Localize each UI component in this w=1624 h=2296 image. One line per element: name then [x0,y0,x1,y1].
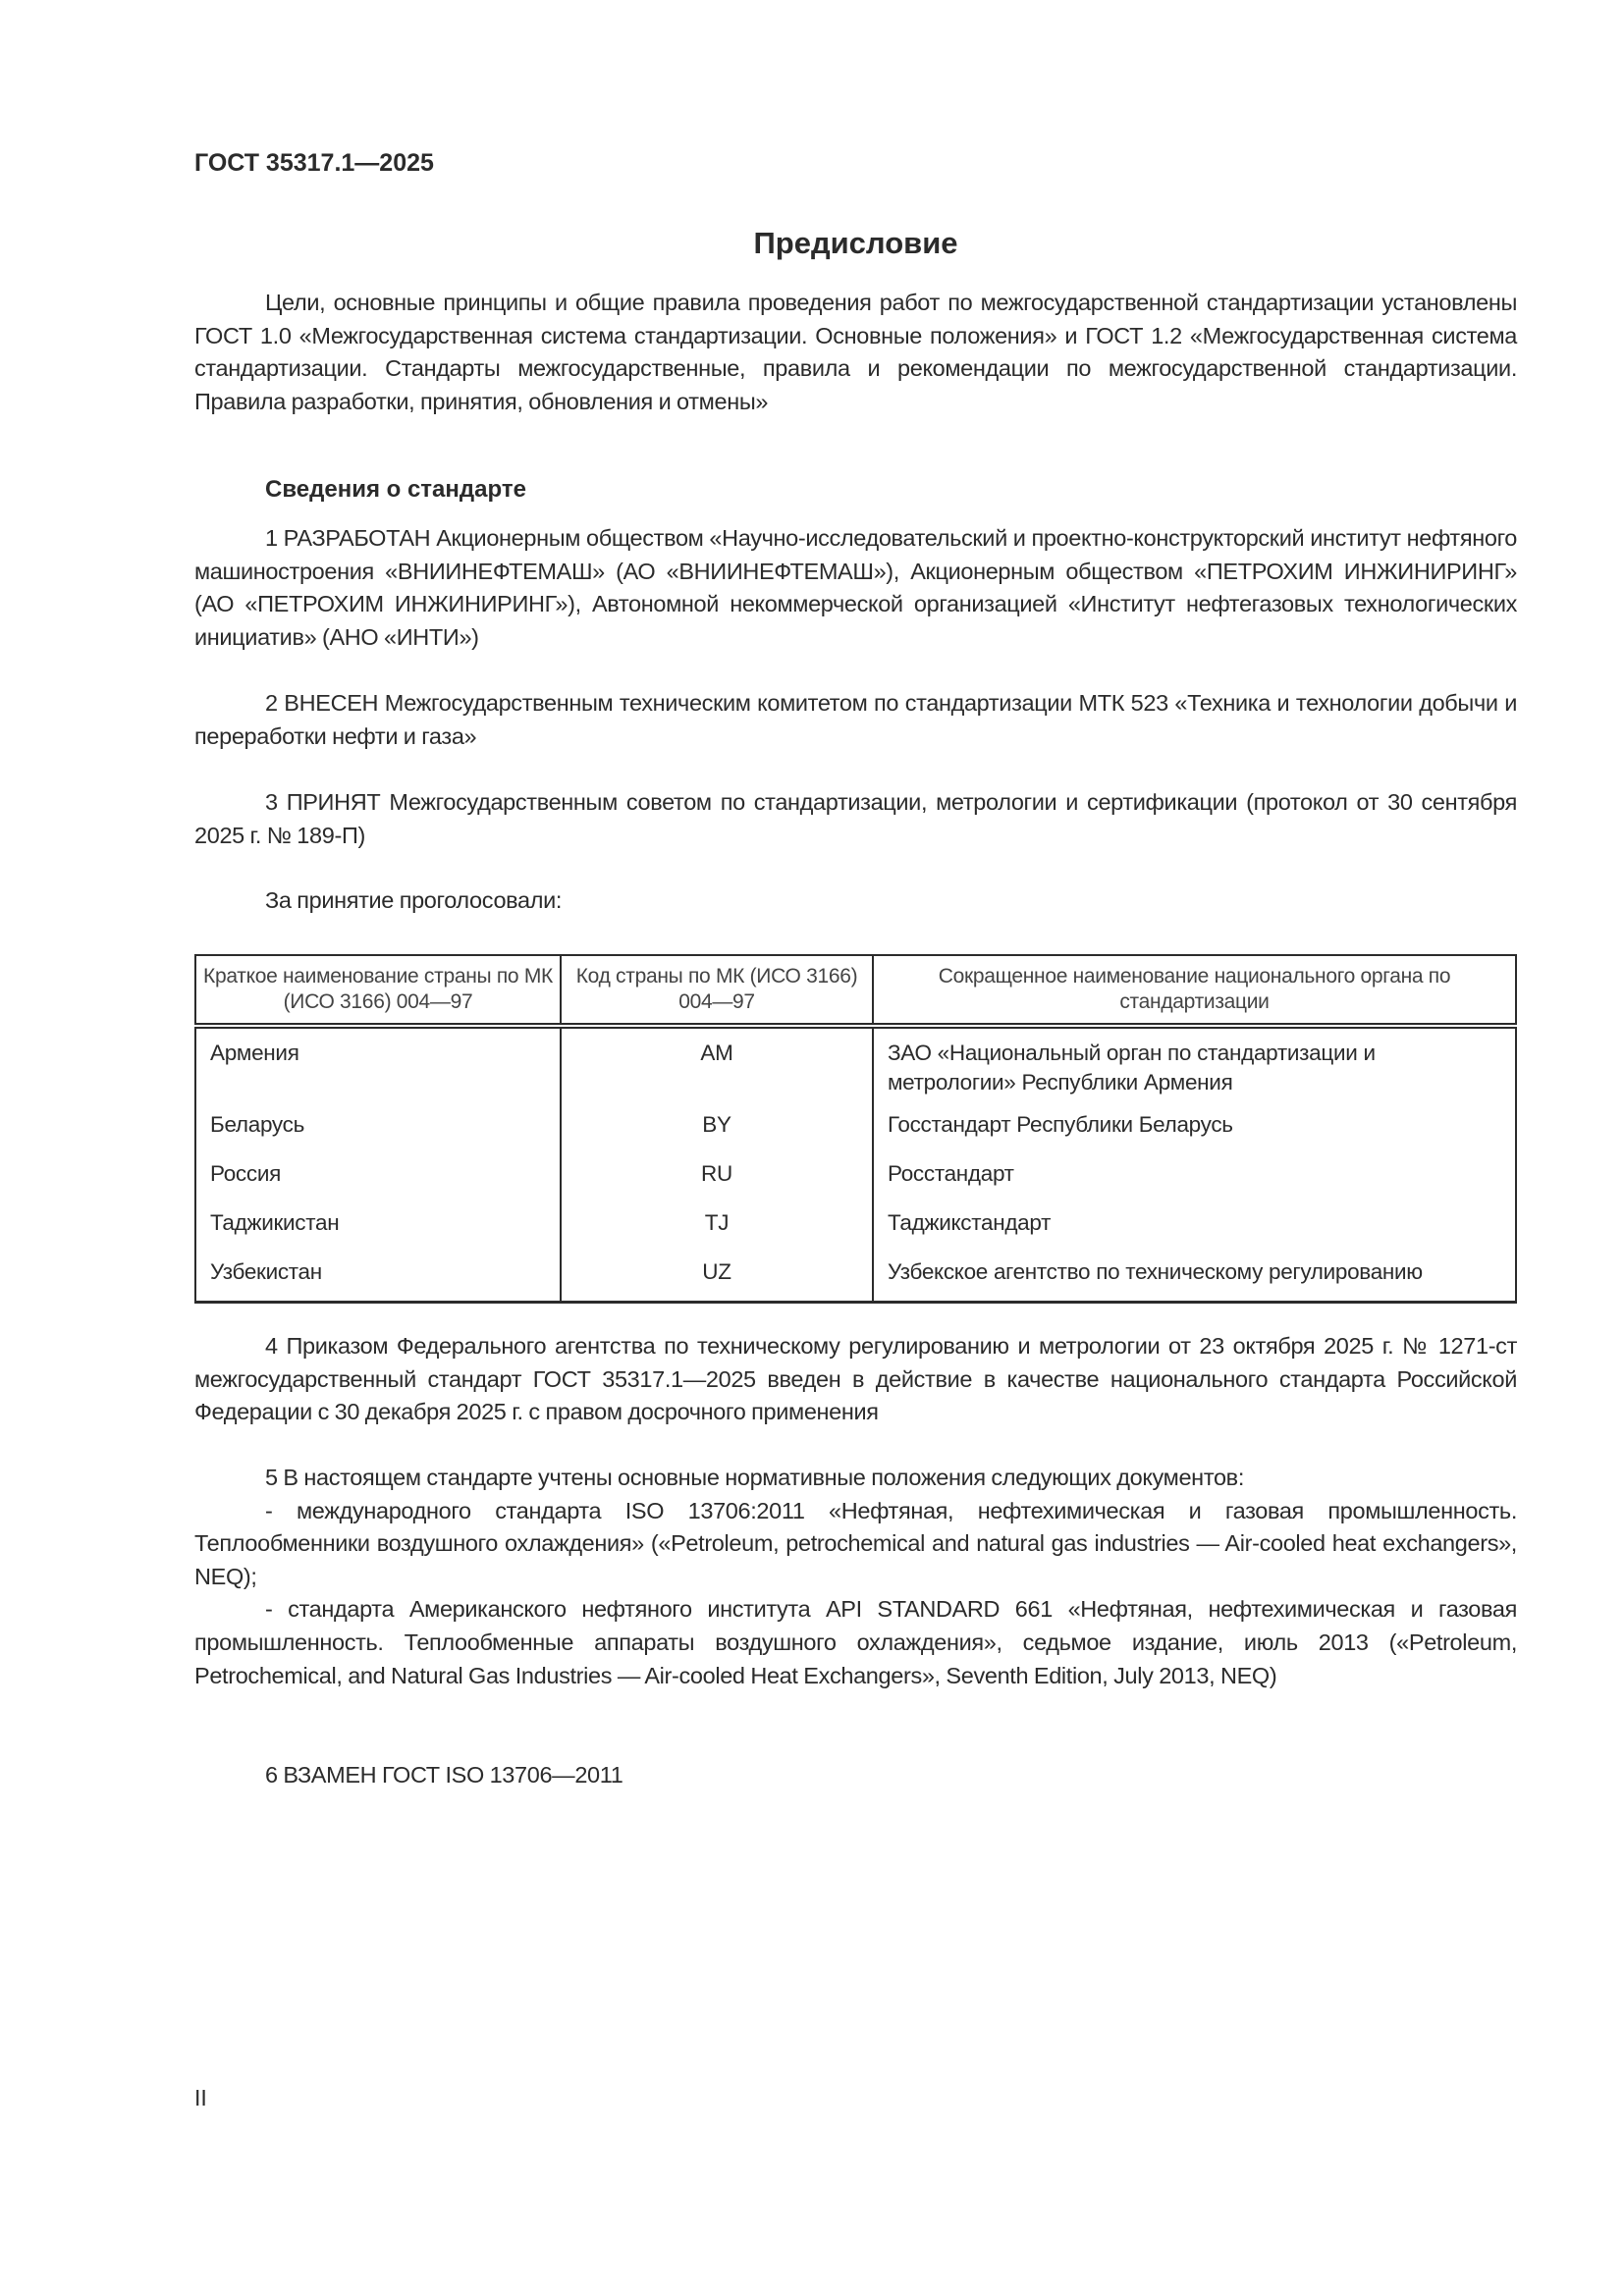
intro-paragraph [194,287,1517,418]
item-1 [194,522,1517,654]
table-row [195,1252,1516,1303]
page-title: Предисловие [753,226,958,260]
item-1-text: 1 РАЗРАБОТАН Акционерным обществом «Научно-исследовательский и проектно-конструкторский институт нефтяного машиностроения «ВНИИНЕФТЕМАШ» (АО «ВНИИНЕФТЕМАШ»), Акционерным обществом «ПЕТРОХИМ ИНЖИНИРИНГ» (АО «ПЕТРОХИМ ИНЖИНИРИНГ»), Автономной некоммерческой организацией «Институт нефтегазовых технологических инициатив» (АНО «ИНТИ») [194,525,1517,650]
country-name: Узбекистан [195,1252,561,1303]
country-code: UZ [561,1252,873,1303]
country-code: BY [561,1104,873,1153]
table-row [195,1026,1516,1104]
country-code: AM [561,1026,873,1104]
table-row [195,1153,1516,1202]
item-4 [194,1330,1517,1429]
standards-body: Госстандарт Республики Беларусь [873,1104,1516,1153]
country-name: Россия [195,1153,561,1202]
item-2-text: 2 ВНЕСЕН Межгосударственным техническим комитетом по стандартизации МТК 523 «Техника и технологии добычи и переработки нефти и газа» [194,690,1517,749]
intro-text: Цели, основные принципы и общие правила проведения работ по межгосударственной стандартизации установлены ГОСТ 1.0 «Межгосударственная система стандартизации. Основные положения» и ГОСТ 1.2 «Межгосударственная система стандартизации. Стандарты межгосударственные, правила и рекомендации по межгосударственной стандартизации. Правила разработки, принятия, обновления и отмены» [194,290,1517,414]
item-6 [194,1759,1517,1792]
item-5 [194,1462,1517,1692]
item-4-text: 4 Приказом Федерального агентства по техническому регулированию и метрологии от 23 октября 2025 г. № 1271-ст межгосударственный стандарт ГОСТ 35317.1—2025 введен в действие в качестве национального стандарта Российской Федерации с 30 декабря 2025 г. с правом досрочного применения [194,1333,1517,1425]
item-5a-text: - международного стандарта ISO 13706:2011 «Нефтяная, нефтехимическая и газовая промышленность. Теплообменники воздушного охлаждения» («Petroleum, petrochemical and natural gas industries — Air-cooled heat exchangers», NEQ); [194,1497,1517,1589]
item-3 [194,786,1517,852]
voted-label [194,884,1517,918]
voted-text: За принятие проголосовали: [265,887,563,913]
country-name: Беларусь [195,1104,561,1153]
column-header: Сокращенное наименование национального органа по стандартизации [873,955,1516,1026]
standards-body: Узбекское агентство по техническому регулированию [873,1252,1516,1303]
country-code: RU [561,1153,873,1202]
standards-body: Таджикстандарт [873,1202,1516,1252]
section-title: Сведения о стандарте [265,476,526,503]
item-2 [194,687,1517,753]
standards-body: Росстандарт [873,1153,1516,1202]
standards-body: ЗАО «Национальный орган по стандартизации и метрологии» Республики Армения [873,1026,1516,1104]
table-row [195,1104,1516,1153]
table-row [195,1202,1516,1252]
item-5b-text: - стандарта Американского нефтяного института API STANDARD 661 «Нефтяная, нефтехимическая и газовая промышленность. Теплообменные аппараты воздушного охлаждения», седьмое издание, июль 2013 («Petroleum, Petrochemical, and Natural Gas Industries — Air-cooled Heat Exchangers», Seventh Edition, July 2013, NEQ) [194,1596,1517,1688]
column-header: Код страны по МК (ИСО 3166) 004—97 [561,955,873,1026]
table-header-row [195,955,1516,1026]
page-number: II [194,2085,207,2110]
voting-countries-table [194,954,1517,1304]
column-header: Краткое наименование страны по МК (ИСО 3166) 004—97 [195,955,561,1026]
item-3-text: 3 ПРИНЯТ Межгосударственным советом по стандартизации, метрологии и сертификации (протокол от 30 сентября 2025 г. № 189-П) [194,789,1517,848]
country-name: Армения [195,1026,561,1104]
document-designation: ГОСТ 35317.1—2025 [194,149,434,177]
item-6-text: 6 ВЗАМЕН ГОСТ ISO 13706—2011 [265,1762,623,1788]
country-name: Таджикистан [195,1202,561,1252]
item-5-text: 5 В настоящем стандарте учтены основные нормативные положения следующих документов: [265,1465,1244,1490]
country-code: TJ [561,1202,873,1252]
